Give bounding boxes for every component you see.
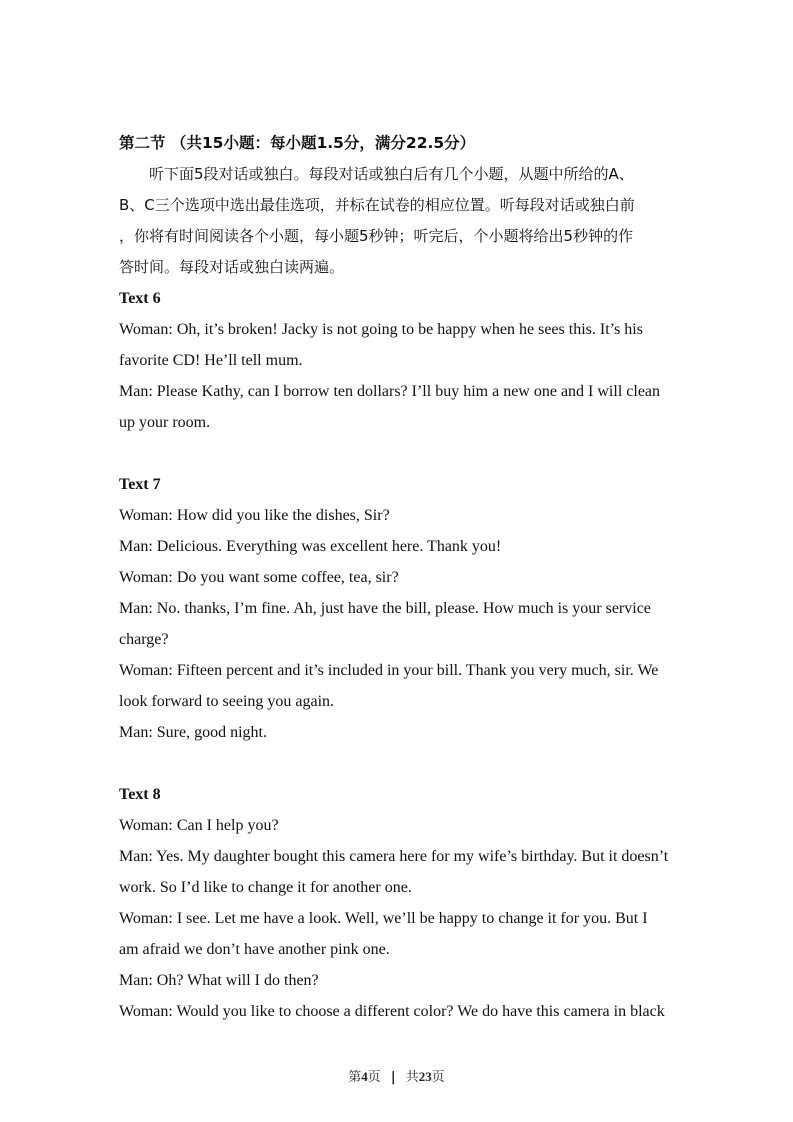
dialog-line: Woman: Fifteen percent and it’s included in your bill. Thank you very much, sir. We	[119, 662, 659, 679]
dialog-line: Woman: Oh, it’s broken! Jacky is not going to be happy when he sees this. It’s his	[119, 321, 643, 338]
footer-total-suffix: 页	[431, 1070, 445, 1085]
dialog-line: look forward to seeing you again.	[119, 693, 335, 710]
footer-page-suffix: 页	[367, 1070, 381, 1085]
dialog-line: work. So I’d like to change it for another one.	[119, 879, 412, 896]
text-8-label: Text 8	[119, 786, 161, 803]
dialog-line: Woman: Do you want some coffee, tea, sir?	[119, 569, 399, 586]
blank-line	[119, 748, 679, 779]
dialog-line: Man: No. thanks, I’m fine. Ah, just have the bill, please. How much is your service	[119, 600, 651, 617]
instructions-paragraph	[119, 159, 679, 283]
section-title: 第二节 （共15小题：每小题1.5分，满分22.5分）	[119, 134, 476, 152]
instruction-line: 听下面5段对话或独白。每段对话或独白后有几个小题，从题中所给的A、	[149, 165, 634, 183]
text-7-dialog	[119, 500, 679, 748]
instruction-line: 答时间。每段对话或独白读两遍。	[119, 258, 345, 276]
dialog-line: Man: Sure, good night.	[119, 724, 267, 741]
dialog-line: Man: Delicious. Everything was excellent here. Thank you!	[119, 538, 502, 555]
text-7-label: Text 7	[119, 476, 161, 493]
dialog-line: Woman: Can I help you?	[119, 817, 279, 834]
footer-page-number: 4	[361, 1069, 368, 1084]
dialog-line: Woman: Would you like to choose a different color? We do have this camera in black	[119, 1003, 665, 1020]
instruction-line: B、C三个选项中选出最佳选项，并标在试卷的相应位置。听每段对话或独白前	[119, 196, 635, 214]
text-7-block	[119, 469, 679, 748]
footer-page-prefix: 第	[348, 1070, 362, 1085]
dialog-line: favorite CD! He’ll tell mum.	[119, 352, 303, 369]
page-content	[119, 128, 679, 1027]
dialog-line: Woman: How did you like the dishes, Sir?	[119, 507, 390, 524]
dialog-line: Man: Yes. My daughter bought this camera here for my wife’s birthday. But it doesn’t	[119, 848, 669, 865]
dialog-line: Man: Oh? What will I do then?	[119, 972, 319, 989]
footer-total-prefix: 共	[405, 1070, 419, 1085]
page-footer	[0, 1066, 793, 1085]
text-6-block	[119, 283, 679, 438]
footer-separator: |	[390, 1070, 396, 1085]
text-8-dialog	[119, 810, 679, 1027]
dialog-line: up your room.	[119, 414, 211, 431]
blank-line	[119, 438, 679, 469]
instruction-line: ，你将有时间阅读各个小题，每小题5秒钟；听完后，个小题将给出5秒钟的作	[119, 227, 634, 245]
dialog-line: Man: Please Kathy, can I borrow ten dollars? I’ll buy him a new one and I will clean	[119, 383, 661, 400]
dialog-line: am afraid we don’t have another pink one.	[119, 941, 390, 958]
text-6-dialog	[119, 314, 679, 438]
dialog-line: Woman: I see. Let me have a look. Well, we’ll be happy to change it for you. But I	[119, 910, 648, 927]
dialog-line: charge?	[119, 631, 169, 648]
text-6-label: Text 6	[119, 290, 161, 307]
text-8-block	[119, 779, 679, 1027]
footer-total-pages: 23	[418, 1069, 432, 1084]
